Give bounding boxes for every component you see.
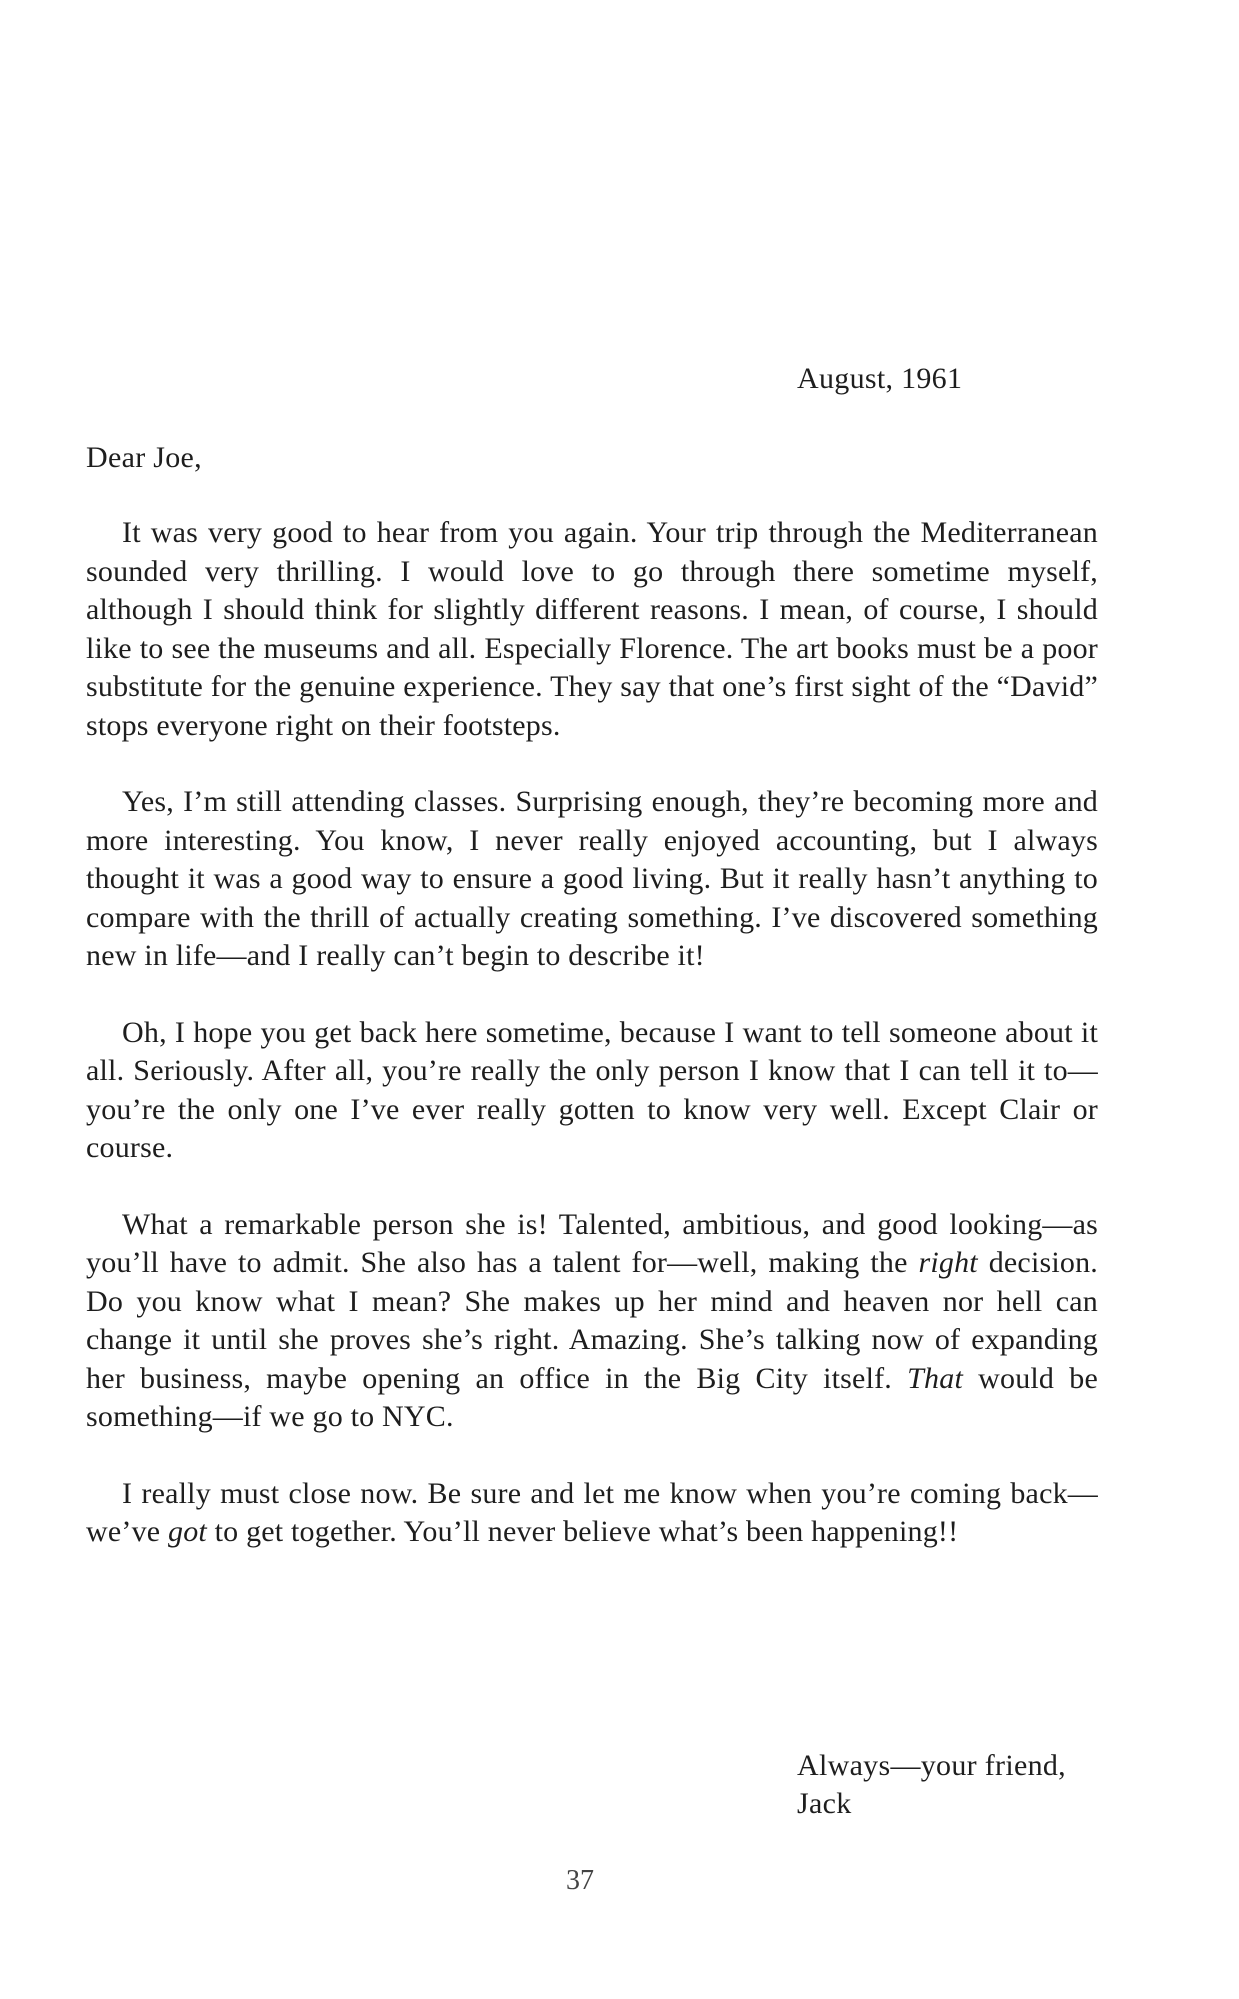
paragraph-3: [86, 1014, 1098, 1168]
paragraph-text: decision. Do you know what I mean? She makes up her mind and heaven nor hell can change it until she proves she’s right. Amazing. She’s talking now of expanding her business, maybe opening an office in the Big City itself.: [86, 1246, 1098, 1395]
paragraph-1: [86, 514, 1098, 745]
emphasis-text: right: [918, 1246, 978, 1279]
emphasis-text: That: [907, 1361, 963, 1395]
letter-closing: [797, 1747, 1066, 1823]
paragraph-5: [86, 1475, 1098, 1552]
paragraph-2: [86, 783, 1098, 976]
letter-salutation: Dear Joe,: [86, 441, 202, 474]
closing-line: Always—your friend,: [797, 1749, 1066, 1782]
paragraph-text: Yes, I’m still attending classes. Surprising enough, they’re becoming more and more interesting. You know, I never really enjoyed accounting, but I always thought it was a good way to ensure a good living. But it really hasn’t anything to compare with the thrill of actually creating something. I’ve discovered something new in life—and I really can’t begin to describe it!: [86, 785, 1098, 972]
letter-body: [86, 514, 1098, 1590]
emphasis-text: got: [168, 1515, 207, 1548]
paragraph-text: Oh, I hope you get back here sometime, because I want to tell someone about it all. Seriously. After all, you’re really the only person I know that I can tell it to—you’re the only one I’ve ever really gotten to know very well. Except Clair or course.: [86, 1015, 1098, 1164]
paragraph-text: to get together. You’ll never believe what’s been happening!!: [206, 1515, 959, 1548]
paragraph-text: It was very good to hear from you again. Your trip through the Mediterranean sounded very thrilling. I would love to go through there sometime myself, although I should think for slightly different reasons. I mean, of course, I should like to see the museums and all. Especially Florence. The art books must be a poor substitute for the genuine experience. They say that one’s first sight of the “David” stops everyone right on their footsteps.: [86, 516, 1098, 742]
paragraph-4: [86, 1206, 1098, 1437]
page-number: 37: [566, 1865, 594, 1896]
letter-date: August, 1961: [797, 362, 963, 395]
paragraph-text: would be something—if we go to NYC.: [86, 1361, 1098, 1433]
signature: Jack: [797, 1787, 852, 1820]
paragraph-text: I really must close now. Be sure and let me know when you’re coming back—we’ve: [86, 1476, 1098, 1548]
paragraph-text: What a remarkable person she is! Talented, ambitious, and good looking—as you’ll have to admit. She also has a talent for—well, making the: [86, 1207, 1098, 1279]
